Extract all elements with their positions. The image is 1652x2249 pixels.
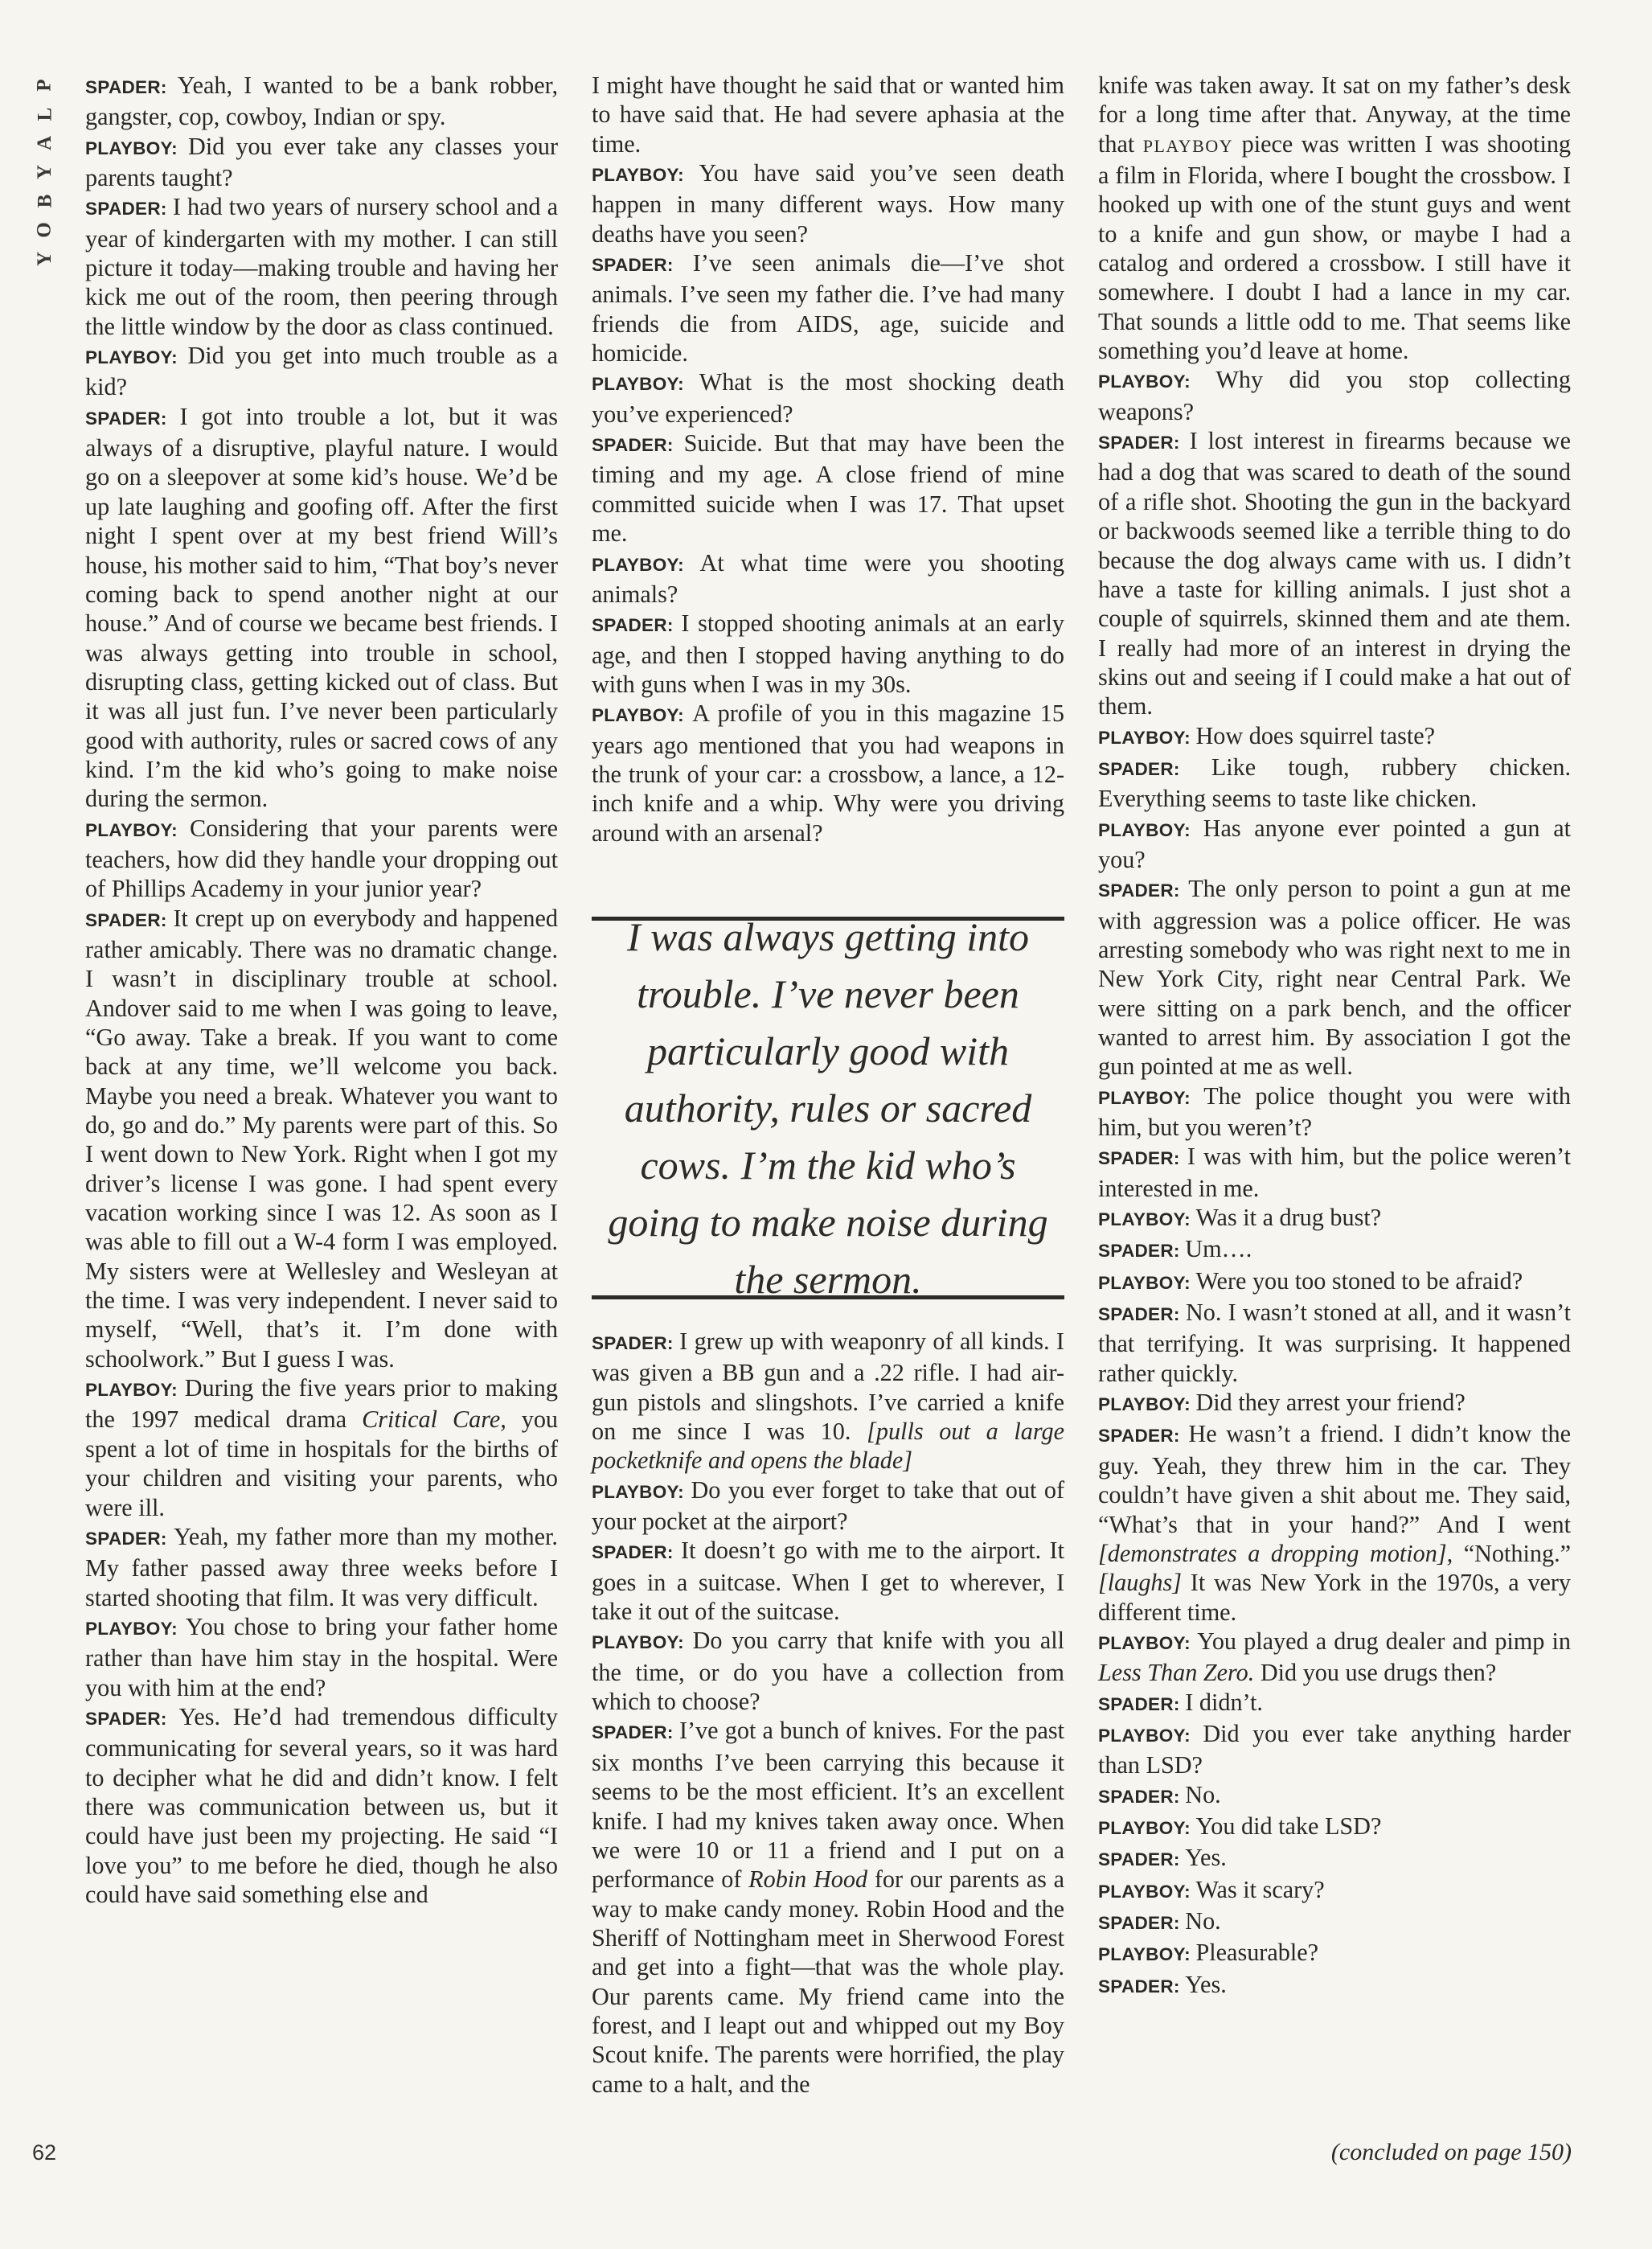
speaker-label: SPADER: — [592, 255, 674, 276]
paragraph-text: Were you too stoned to be afraid? — [1195, 1266, 1523, 1295]
speaker-label: SPADER: — [1098, 1912, 1180, 1933]
speaker-label: PLAYBOY: — [1098, 1944, 1191, 1965]
pull-quote-text: I was always getting into trouble. I’ve never been particularly good with authority, rules or sacred cows. I’m the kid who’s going to make noise during the sermon. — [608, 913, 1048, 1302]
speaker-label: PLAYBOY: — [1098, 819, 1191, 840]
italic-text: Critical Care, — [362, 1406, 506, 1434]
interview-paragraph — [592, 158, 1064, 248]
speaker-label: SPADER: — [85, 199, 167, 220]
paragraph-text: piece was written I was shooting a film in Florida, where I bought the crossbow. I hooked up with one of the stunt guys and went to a knife and gun show, or maybe I had a catalog and ordered a crossbow. I still have it somewhere. I doubt I had a lance in my car. That sounds a little odd to me. That seems like something you’d leave at home. — [1098, 129, 1572, 365]
speaker-label: SPADER: — [1098, 1849, 1180, 1870]
paragraph-text: He wasn’t a friend. I didn’t know the guy. Yeah, they threw him in the car. They couldn’t have given a shit about me. They said, “What’s that in your hand?” And I went — [1098, 1420, 1571, 1538]
paragraph-text: for our parents as a way to make candy money. Robin Hood and the Sheriff of Nottingham meet in Sherwood Forest and get into a fight—that was the whole play. Our parents came. My friend came into the forest, and I leapt out and whipped out my Boy Scout knife. The parents were horrified, the play came to a halt, and the — [592, 1865, 1064, 2098]
paragraph-text: At what time were you shooting animals? — [592, 548, 1064, 608]
paragraph-text: Why did you stop collecting weapons? — [1098, 366, 1571, 425]
paragraph-text: I’ve seen animals die—I’ve shot animals. I’ve seen my father die. I’ve had many friends die from AIDS, age, suicide and homicide. — [592, 249, 1064, 367]
speaker-label: PLAYBOY: — [1098, 1881, 1191, 1902]
interview-paragraph — [1098, 1419, 1571, 1626]
paragraph-text: Considering that your parents were teachers, how did they handle your dropping out of Phillips Academy in your junior year? — [85, 814, 559, 903]
interview-paragraph — [85, 341, 558, 402]
speaker-label: PLAYBOY: — [1098, 371, 1191, 392]
paragraph-text: No. — [1185, 1906, 1221, 1935]
column-3 — [1098, 71, 1571, 2001]
paragraph-text: No. — [1185, 1780, 1221, 1808]
interview-paragraph — [85, 1373, 558, 1522]
paragraph-text: It was New York in the 1970s, a very different time. — [1098, 1569, 1572, 1626]
italic-text: [pulls out a large pocketknife and opens the blade] — [592, 1418, 1064, 1475]
interview-paragraph — [85, 192, 558, 341]
paragraph-text: Pleasurable? — [1195, 1939, 1319, 1967]
column-2-bottom — [592, 1327, 1064, 2099]
interview-paragraph — [1098, 1970, 1571, 2001]
interview-paragraph — [592, 1626, 1064, 1716]
speaker-label: PLAYBOY: — [1098, 1272, 1191, 1293]
brand-letter: O — [33, 222, 55, 238]
interview-paragraph — [592, 1475, 1064, 1537]
paragraph-text: Um…. — [1185, 1235, 1252, 1263]
interview-paragraph — [85, 1702, 558, 1909]
speaker-label: PLAYBOY: — [1098, 1087, 1191, 1108]
interview-paragraph — [592, 71, 1064, 158]
speaker-label: SPADER: — [1098, 1241, 1180, 1262]
interview-paragraph — [1098, 1780, 1571, 1812]
pull-quote — [592, 913, 1064, 1302]
speaker-label: PLAYBOY: — [1098, 1817, 1191, 1838]
speaker-label: PLAYBOY: — [592, 705, 684, 726]
column-1 — [85, 71, 558, 1909]
interview-paragraph — [85, 1522, 558, 1612]
italic-text: [demonstrates a dropping motion], — [1098, 1539, 1453, 1567]
continuation-note: (concluded on page 150) — [1330, 2139, 1572, 2165]
speaker-label: PLAYBOY: — [592, 1481, 684, 1502]
interview-paragraph — [85, 132, 558, 193]
speaker-label: SPADER: — [1098, 433, 1180, 453]
interview-paragraph — [1098, 1298, 1571, 1388]
paragraph-text: “Nothing.” — [1463, 1539, 1572, 1567]
italic-text: Robin Hood — [748, 1865, 868, 1894]
paragraph-text: Suicide. But that may have been the timing and my age. A close friend of mine committed suicide when I was 17. That upset me. — [592, 429, 1064, 548]
interview-paragraph — [1098, 71, 1571, 365]
interview-paragraph — [1098, 1081, 1571, 1143]
paragraph-text: Yeah, I wanted to be a bank robber, gangster, cop, cowboy, Indian or spy. — [85, 72, 558, 131]
paragraph-text: Do you ever forget to take that out of your pocket at the airport? — [592, 1475, 1064, 1536]
paragraph-text: Did you get into much trouble as a kid? — [85, 342, 558, 401]
interview-paragraph — [1098, 426, 1571, 720]
paragraph-text: Did you ever take any classes your parents taught? — [85, 132, 559, 192]
interview-paragraph — [592, 1536, 1064, 1626]
paragraph-text: knife was taken away. It sat on my father’s desk for a long time after that. Anyway, at the time that — [1098, 72, 1571, 158]
speaker-label: SPADER: — [592, 1542, 674, 1563]
sidebar-brand — [29, 71, 61, 273]
speaker-label: PLAYBOY: — [85, 1618, 178, 1639]
interview-paragraph — [85, 904, 558, 1374]
interview-paragraph — [1098, 365, 1571, 426]
interview-paragraph — [1098, 753, 1571, 814]
paragraph-text: You have said you’ve seen death happen in many different ways. How many deaths have you seen? — [592, 159, 1064, 248]
brand-letter: P — [34, 79, 55, 92]
speaker-label: PLAYBOY: — [592, 374, 684, 395]
speaker-label: PLAYBOY: — [1098, 1725, 1191, 1746]
speaker-label: PLAYBOY: — [592, 554, 684, 575]
interview-paragraph — [1098, 814, 1571, 875]
speaker-label: SPADER: — [1098, 1426, 1180, 1447]
interview-paragraph — [592, 548, 1064, 609]
paragraph-text: You did take LSD? — [1195, 1812, 1382, 1840]
speaker-label: SPADER: — [592, 435, 674, 456]
paragraph-text: I stopped shooting animals at an early age, and then I stopped having anything to do with guns when I was in my 30s. — [592, 609, 1064, 698]
paragraph-text: Yes. He’d had tremendous difficulty communicating for several years, so it was hard to decipher what he did and didn’t know. I felt there was communication between us, but it could have just been my projecting. He said “I love you” to me before he died, though he also could have said something else and — [85, 1702, 558, 1908]
interview-paragraph — [1098, 1719, 1571, 1780]
paragraph-text: I lost interest in firearms because we had a dog that was scared to death of the sound of a rifle shot. Shooting the gun in the backyard or backwoods seemed like a terrible thing to do because the dog always came with us. I didn’t have a taste for killing animals. I just shot a couple of squirrels, skinned them and ate them. I really had more of an interest in drying the skins out and seeing if I could make a hat out of them. — [1098, 427, 1571, 720]
paragraph-text: It crept up on everybody and happened rather amicably. There was no dramatic change. I wasn’t in disciplinary trouble at school. Andover said to me when I was going to leave, “Go away. Take a break. If you want to come back at any time, we’ll welcome you back. Maybe you need a break. Whatever you want to do, go and do.” My parents were part of this. So I went down to New York. Right when I got my driver’s license I was gone. I had spent every vacation working since I was 12. As soon as I was able to fill out a W-4 form I was employed. My sisters were at Wellesley and Wesleyan at the time. I was very independent. I never said to myself, “Well, that’s it. I’m done with schoolwork.” But I guess I was. — [85, 904, 558, 1373]
paragraph-text: Was it a drug bust? — [1195, 1204, 1382, 1232]
speaker-label: SPADER: — [1098, 1693, 1180, 1714]
brand-letter: B — [34, 194, 55, 208]
speaker-label: PLAYBOY: — [85, 137, 178, 158]
interview-paragraph — [592, 1716, 1064, 2098]
paragraph-text: You chose to bring your father home rather than have him stay in the hospital. Were you with him at the end? — [85, 1612, 558, 1701]
page-number: 62 — [32, 2140, 57, 2165]
interview-paragraph — [1098, 721, 1571, 753]
paragraph-text: I grew up with weaponry of all kinds. I was given a BB gun and a .22 rifle. I had air-gun pistols and slingshots. I’ve carried a knife on me since I was 10. — [592, 1328, 1064, 1446]
paragraph-text: Did you ever take anything harder than LSD? — [1098, 1719, 1571, 1779]
italic-text: [laughs] — [1098, 1569, 1183, 1597]
speaker-label: PLAYBOY: — [85, 347, 178, 368]
interview-paragraph — [1098, 1627, 1571, 1688]
speaker-label: SPADER: — [85, 1528, 167, 1549]
brand-letter: A — [34, 135, 55, 151]
italic-text: Less Than Zero. — [1098, 1659, 1255, 1687]
speaker-label: SPADER: — [85, 77, 167, 97]
interview-paragraph — [1098, 1906, 1571, 1938]
paragraph-text: The only person to point a gun at me with aggression was a police officer. He was arresting somebody who was right next to me in New York City, right near Central Park. We were sitting on a park bench, and the officer wanted to arrest him. By association I got the gun pointed at me as well. — [1098, 875, 1571, 1081]
paragraph-text: No. I wasn’t stoned at all, and it wasn’t that terrifying. It was surprising. It happened rather quickly. — [1098, 1299, 1571, 1387]
speaker-label: PLAYBOY: — [592, 165, 684, 186]
paragraph-text: Was it scary? — [1195, 1875, 1325, 1903]
speaker-label: SPADER: — [85, 909, 167, 930]
interview-paragraph — [1098, 1843, 1571, 1874]
paragraph-text: Yes. — [1185, 1844, 1227, 1872]
paragraph-text: I had two years of nursery school and a year of kindergarten with my mother. I can still picture it today—making trouble and having her kick me out of the room, then peering through the little window by the door as class continued. — [85, 193, 558, 340]
paragraph-text: A profile of you in this magazine 15 years ago mentioned that you had weapons in the trunk of your car: a crossbow, a lance, a 12-inch knife and a whip. Why were you driving around with an arsenal? — [592, 700, 1064, 847]
speaker-label: PLAYBOY: — [592, 1632, 684, 1653]
interview-paragraph — [1098, 1812, 1571, 1843]
interview-paragraph — [1098, 1266, 1571, 1298]
interview-paragraph — [592, 429, 1064, 548]
interview-paragraph — [85, 814, 558, 904]
interview-paragraph — [592, 699, 1064, 847]
interview-paragraph — [85, 402, 558, 814]
paragraph-text: Do you carry that knife with you all the time, or do you have a collection from which to choose? — [592, 1627, 1064, 1716]
paragraph-text: Did they arrest your friend? — [1195, 1389, 1465, 1417]
speaker-label: PLAYBOY: — [85, 819, 178, 840]
brand-letter: L — [34, 107, 55, 121]
interview-paragraph — [1098, 1203, 1571, 1234]
paragraph-text: How does squirrel taste? — [1195, 721, 1436, 749]
interview-paragraph — [1098, 1142, 1571, 1203]
interview-paragraph — [1098, 1875, 1571, 1906]
speaker-label: SPADER: — [1098, 1304, 1180, 1325]
interview-paragraph — [1098, 1388, 1571, 1419]
interview-paragraph — [85, 71, 558, 132]
paragraph-text: I might have thought he said that or wanted him to have said that. He had severe aphasia at the time. — [592, 72, 1064, 158]
interview-paragraph — [1098, 874, 1571, 1081]
speaker-label: SPADER: — [1098, 880, 1180, 901]
paragraph-text: Did you use drugs then? — [1260, 1659, 1497, 1687]
speaker-label: SPADER: — [1098, 1148, 1180, 1169]
paragraph-text: I was with him, but the police weren’t interested in me. — [1098, 1143, 1571, 1202]
smallcaps-text: PLAYBOY — [1142, 135, 1234, 156]
paragraph-text: During the five years prior to making the 1997 medical drama — [85, 1374, 558, 1434]
paragraph-text: You played a drug dealer and pimp in — [1197, 1627, 1571, 1655]
speaker-label: SPADER: — [1098, 1786, 1180, 1807]
speaker-label: SPADER: — [85, 408, 167, 429]
paragraph-text: Has anyone ever pointed a gun at you? — [1098, 814, 1571, 873]
paragraph-text: I didn’t. — [1185, 1688, 1263, 1716]
speaker-label: SPADER: — [592, 1333, 674, 1353]
paragraph-text: What is the most shocking death you’ve experienced? — [592, 368, 1064, 428]
interview-paragraph — [592, 609, 1064, 699]
paragraph-text: you spent a lot of time in hospitals for the births of your children and visiting your parents, who were ill. — [85, 1406, 559, 1521]
paragraph-text: I got into trouble a lot, but it was always of a disruptive, playful nature. I would go on a sleepover at some kid’s house. We’d be up late laughing and goofing off. After the first night I spent over at my best friend Will’s house, his mother said to him, “That boy’s never coming back to spend another night at our house.” And of course we became best friends. I was always getting into trouble in school, disrupting class, getting kicked out of class. But it was all just fun. I’ve never been particularly good with authority, rules or sacred cows of any kind. I’m the kid who’s going to make noise during the sermon. — [85, 402, 558, 813]
brand-letter: Y — [34, 164, 55, 180]
interview-paragraph — [1098, 1938, 1571, 1969]
interview-paragraph — [1098, 1234, 1571, 1266]
speaker-label: PLAYBOY: — [1098, 1394, 1191, 1415]
speaker-label: SPADER: — [592, 1722, 674, 1743]
speaker-label: SPADER: — [1098, 1976, 1180, 1997]
paragraph-text: Like tough, rubbery chicken. Everything seems to taste like chicken. — [1098, 753, 1572, 813]
speaker-label: SPADER: — [1098, 758, 1180, 779]
interview-paragraph — [1098, 1688, 1571, 1719]
interview-paragraph — [592, 1327, 1064, 1475]
speaker-label: SPADER: — [85, 1708, 167, 1729]
interview-paragraph — [85, 1612, 558, 1702]
speaker-label: SPADER: — [592, 615, 674, 636]
speaker-label: PLAYBOY: — [1098, 1209, 1191, 1230]
paragraph-text: It doesn’t go with me to the airport. It goes in a suitcase. When I get to wherever, I take it out of the suitcase. — [592, 1537, 1064, 1626]
paragraph-text: I’ve got a bunch of knives. For the past six months I’ve been carrying this because it seems to be the most efficient. It’s an excellent knife. I had my knives taken away once. When we were 10 or 11 a friend and I put on a performance of — [592, 1717, 1064, 1894]
paragraph-text: Yes. — [1185, 1970, 1227, 1998]
column-2-top — [592, 71, 1064, 847]
speaker-label: PLAYBOY: — [1098, 1632, 1191, 1653]
speaker-label: PLAYBOY: — [1098, 727, 1191, 748]
interview-paragraph — [592, 248, 1064, 367]
paragraph-text: The police thought you were with him, but you weren’t? — [1098, 1081, 1571, 1142]
brand-letter: Y — [34, 251, 55, 267]
interview-paragraph — [592, 367, 1064, 429]
paragraph-text: Yeah, my father more than my mother. My father passed away three weeks before I started shooting that film. It was very difficult. — [85, 1522, 558, 1611]
speaker-label: PLAYBOY: — [85, 1380, 178, 1401]
